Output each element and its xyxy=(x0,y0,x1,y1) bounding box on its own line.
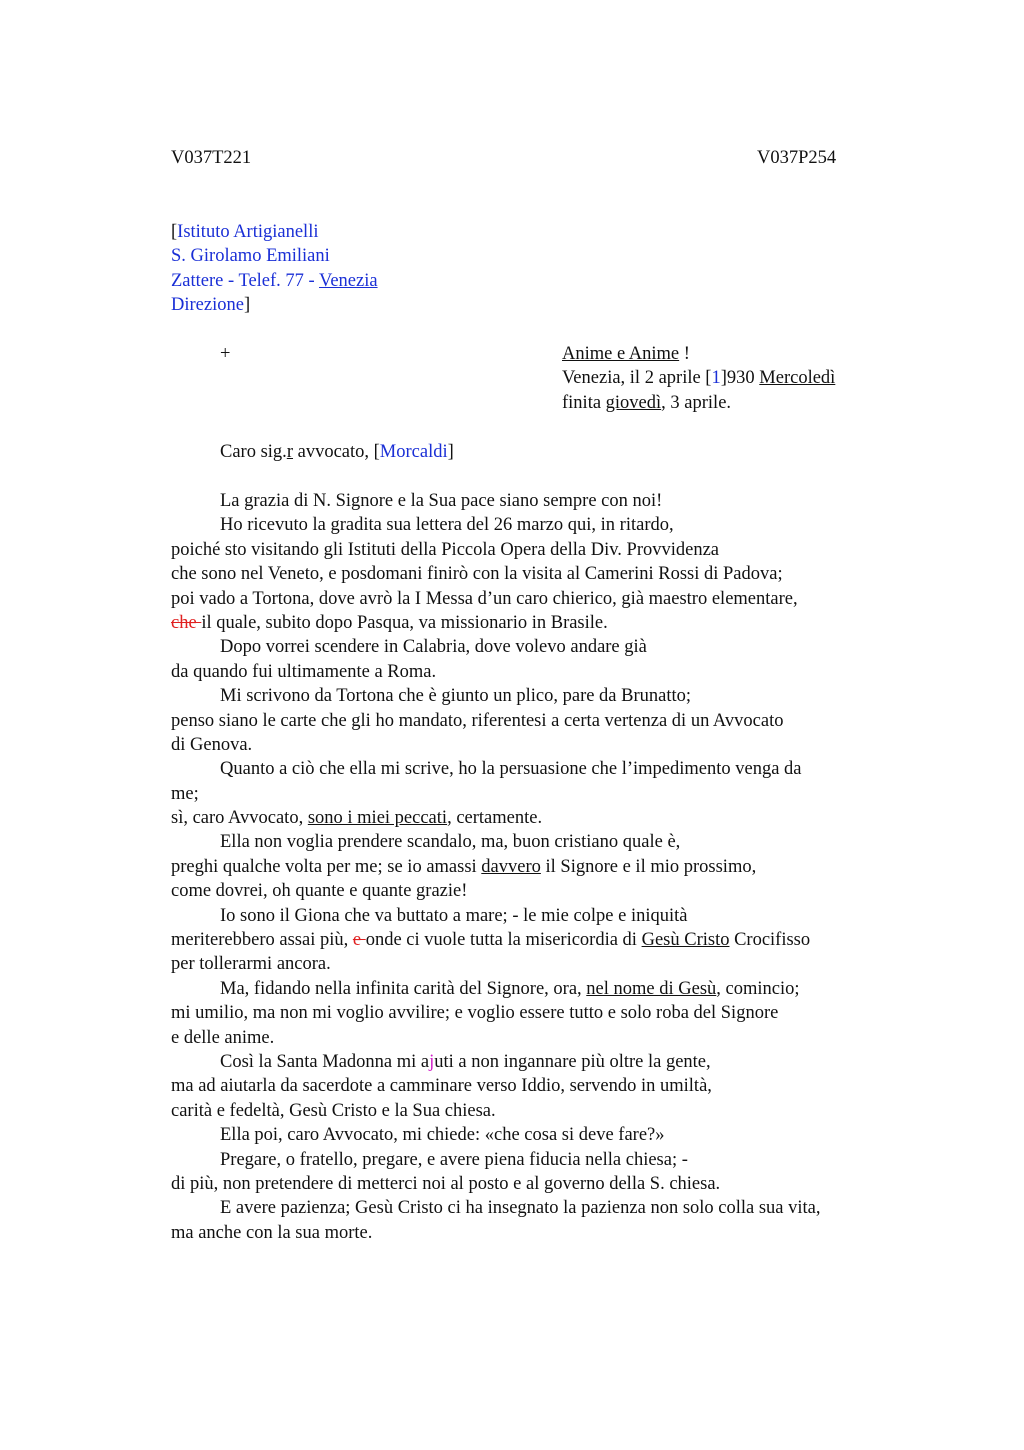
cross-symbol: + xyxy=(220,344,231,364)
body-line: Ho ricevuto la gradita sua lettera del 26 marzo qui, in ritardo, xyxy=(220,515,674,536)
letter-body xyxy=(171,489,821,1245)
body-line: me; xyxy=(171,783,199,804)
date-year: ]930 xyxy=(720,368,760,389)
inserted-letter: j xyxy=(429,1051,435,1072)
document-code-left: V037T221 xyxy=(171,148,252,168)
body-line xyxy=(171,806,821,830)
body-text: onde ci vuole tutta la misericordia di xyxy=(365,930,642,951)
letterhead-line-4: Direzione xyxy=(171,295,244,316)
underlined-text: davvero xyxy=(481,856,541,877)
motto: Anime e Anime xyxy=(562,344,680,364)
body-text: il Signore e il mio prossimo, xyxy=(540,856,757,877)
body-text: sì, caro Avvocato, xyxy=(171,808,308,829)
body-line: poi vado a Tortona, dove avrò la I Messa d’un caro chierico, già maestro elementare, xyxy=(171,588,798,609)
body-line: Pregare, o fratello, pregare, e avere piena fiducia nella chiesa; - xyxy=(220,1149,688,1170)
body-line: Quanto a ciò che ella mi scrive, ho la persuasione che l’impedimento venga da xyxy=(220,759,802,780)
body-line: Ella non voglia prendere scandalo, ma, buon cristiano quale è, xyxy=(220,832,681,853)
motto-suffix: ! xyxy=(679,344,690,364)
body-text: preghi qualche volta per me; se io amassi xyxy=(171,856,482,877)
salutation-bracket: ] xyxy=(447,442,454,462)
body-line: ma ad aiutarla da sacerdote a camminare verso Iddio, servendo in umiltà, xyxy=(171,1076,712,1097)
body-line: da quando fui ultimamente a Roma. xyxy=(171,661,437,682)
body-text: Così la Santa Madonna mi a xyxy=(220,1051,430,1072)
salutation-text-2: avvocato, [ xyxy=(292,442,380,462)
recipient-name: Morcaldi xyxy=(379,442,448,462)
body-line: e delle anime. xyxy=(171,1027,275,1048)
body-line: Mi scrivono da Tortona che è giunto un plico, pare da Brunatto; xyxy=(220,686,692,707)
body-line: La grazia di N. Signore e la Sua pace siano sempre con noi! xyxy=(220,491,663,511)
body-line xyxy=(171,611,821,635)
letterhead-line-1: Istituto Artigianelli xyxy=(177,222,319,242)
finish-date: , 3 aprile. xyxy=(661,392,732,413)
salutation xyxy=(220,440,454,464)
letterhead-line-3: Zattere - Telef. 77 - xyxy=(171,270,320,291)
underlined-text: Gesù Cristo xyxy=(641,930,730,951)
body-text: il quale, subito dopo Pasqua, va missionario in Brasile. xyxy=(201,612,608,633)
letterhead-line-2: S. Girolamo Emiliani xyxy=(171,246,330,267)
letterhead-city: Venezia xyxy=(319,270,378,291)
letterhead xyxy=(171,220,378,318)
body-line: poiché sto visitando gli Istituti della Piccola Opera della Div. Provvidenza xyxy=(171,539,720,560)
body-line: Dopo vorrei scendere in Calabria, dove volevo andare già xyxy=(220,637,647,658)
body-text: , comincio; xyxy=(716,978,800,999)
body-line: ma anche con la sua morte. xyxy=(171,1222,373,1243)
body-line: Ella poi, caro Avvocato, mi chiede: «che cosa si deve fare?» xyxy=(220,1125,665,1146)
body-text: meriterebbero assai più, xyxy=(171,930,353,951)
body-line: per tollerarmi ancora. xyxy=(171,954,331,975)
finish-weekday: giovedì xyxy=(605,392,662,413)
body-line: E avere pazienza; Gesù Cristo ci ha insegnato la pazienza non solo colla sua vita, xyxy=(220,1198,821,1219)
body-line: Io sono il Giona che va buttato a mare; - le mie colpe e iniquità xyxy=(220,905,688,926)
deleted-word: che xyxy=(171,612,202,633)
body-line xyxy=(171,977,821,1001)
bracket-close: ] xyxy=(243,295,251,316)
document-code-right: V037P254 xyxy=(757,148,837,168)
dateline xyxy=(562,342,835,415)
body-line: carità e fedeltà, Gesù Cristo e la Sua chiesa. xyxy=(171,1100,496,1121)
date-text: Venezia, il 2 aprile [ xyxy=(562,368,712,389)
finish-text: finita xyxy=(562,392,606,413)
date-editorial-digit: 1 xyxy=(711,368,721,389)
bracket-open: [ xyxy=(171,222,178,242)
body-text: Ma, fidando nella infinita carità del Signore, ora, xyxy=(220,978,587,999)
body-line: penso siano le carte che gli ho mandato, riferentesi a certa vertenza di un Avvocato xyxy=(171,710,784,731)
body-text: Crocifisso xyxy=(729,930,811,951)
body-text: uti a non ingannare più oltre la gente, xyxy=(434,1051,711,1072)
body-line: di Genova. xyxy=(171,734,253,755)
underlined-text: sono i miei peccati xyxy=(307,808,448,829)
body-line: mi umilio, ma non mi voglio avvilire; e voglio essere tutto e solo roba del Signore xyxy=(171,1003,779,1024)
underlined-text: nel nome di Gesù xyxy=(586,978,717,999)
body-line: che sono nel Veneto, e posdomani finirò con la visita al Camerini Rossi di Padova; xyxy=(171,564,783,585)
body-line xyxy=(171,928,821,952)
body-line: di più, non pretendere di metterci noi al posto e al governo della S. chiesa. xyxy=(171,1173,721,1194)
salutation-abbrev: r xyxy=(286,442,293,462)
body-line: come dovrei, oh quante e quante grazie! xyxy=(171,881,468,902)
date-weekday: Mercoledì xyxy=(759,368,836,389)
body-line xyxy=(171,1050,821,1074)
body-text: , certamente. xyxy=(447,808,543,829)
deleted-word: e xyxy=(352,930,366,951)
salutation-text: Caro sig. xyxy=(220,442,287,462)
body-line xyxy=(171,855,821,879)
